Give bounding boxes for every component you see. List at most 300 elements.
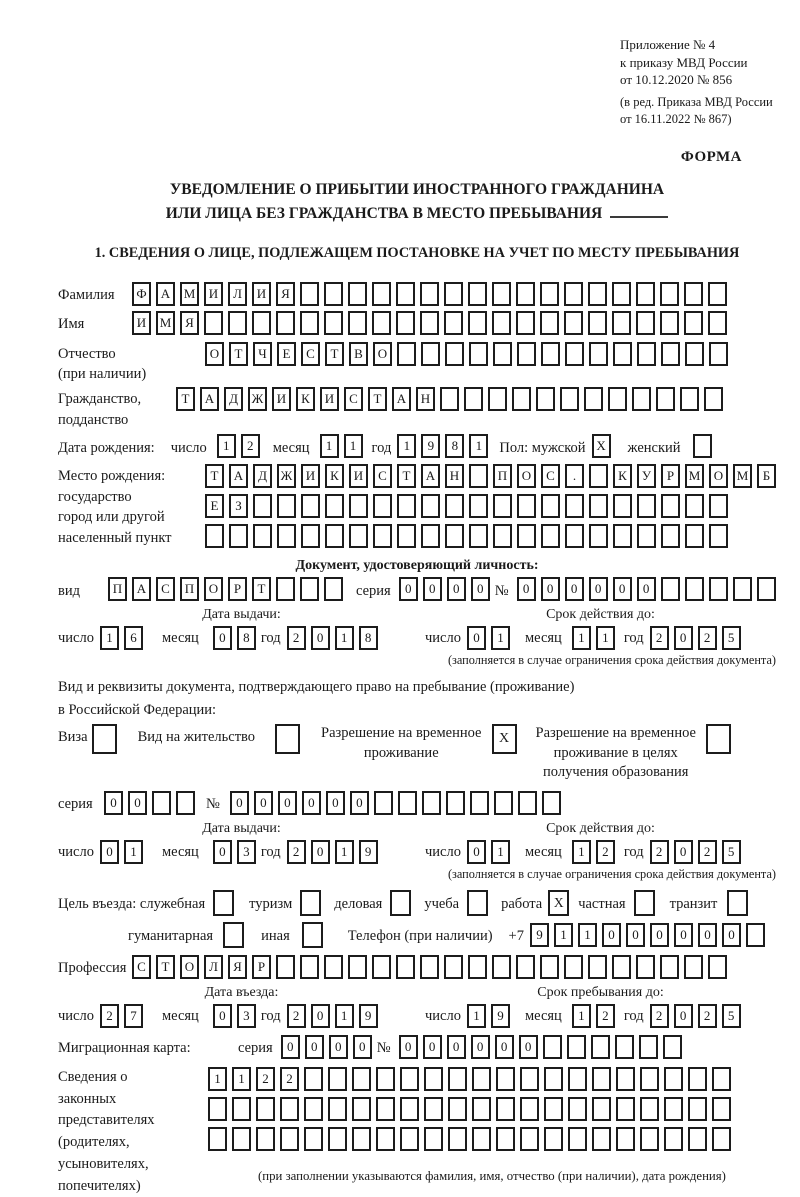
name-cell: Я [180, 311, 199, 335]
reps-cell: 1 [232, 1067, 251, 1091]
surname-cell [492, 282, 511, 306]
birth-place-cell [709, 524, 728, 548]
reference-line: (в ред. Приказа МВД России [620, 94, 773, 109]
res-valid-month-cell: 2 [596, 840, 615, 864]
mig-series-cell: 0 [305, 1035, 324, 1059]
birth-place-cell [589, 494, 608, 518]
doc-valid-day-cell: 0 [467, 626, 486, 650]
res-series-cell: 0 [128, 791, 147, 815]
doc-kind-cell [300, 577, 319, 601]
patronymic-cell: В [349, 342, 368, 366]
entry-year-cell: 0 [311, 1004, 330, 1028]
birth-place-label: Место рождения: [58, 468, 166, 485]
birth-year-field [397, 434, 493, 458]
patronymic-cell: Ч [253, 342, 272, 366]
reps-cell [376, 1097, 395, 1121]
work-label: работа [501, 896, 543, 913]
doc-kind-cell: Т [252, 577, 271, 601]
profession-cell [588, 955, 607, 979]
reps-cell [256, 1127, 275, 1151]
res-valid-year-cell: 2 [650, 840, 669, 864]
birth-place-cell [493, 524, 512, 548]
reps-cell [280, 1127, 299, 1151]
reps-cell [400, 1127, 419, 1151]
birth-place-cell [541, 494, 560, 518]
citizenship-cell: И [272, 387, 291, 411]
birth-place-cell: Т [205, 464, 224, 488]
patronymic-cell [661, 342, 680, 366]
sex-female-cell [693, 434, 712, 458]
name-cell [372, 311, 391, 335]
doc-issue-day-cell: 1 [100, 626, 119, 650]
phone-cell: 0 [650, 923, 669, 947]
doc-kind-cell: П [180, 577, 199, 601]
entry-year-field [287, 1004, 383, 1028]
name-cell [300, 311, 319, 335]
profession-cell: Я [228, 955, 247, 979]
number-label: № [376, 1040, 391, 1057]
purpose-transit-checkbox [727, 890, 753, 916]
reps-label-5: усыновителях, [58, 1155, 149, 1172]
reps-cell [568, 1097, 587, 1121]
month-label: месяц [161, 630, 199, 647]
birth-place-cell: С [373, 464, 392, 488]
citizenship-cell: С [344, 387, 363, 411]
reps-cell [544, 1067, 563, 1091]
patronymic-cell [637, 342, 656, 366]
res-valid-year-cell: 5 [722, 840, 741, 864]
birth-place-city-label-1: город или другой [58, 509, 165, 526]
profession-cell [420, 955, 439, 979]
reps-cell [664, 1097, 683, 1121]
res-issue-day-field [100, 840, 148, 864]
surname-cell: М [180, 282, 199, 306]
purpose-private-checkbox [634, 890, 660, 916]
birth-year-cell: 9 [421, 434, 440, 458]
res-series-cell: 0 [104, 791, 123, 815]
phone-field [530, 923, 770, 947]
citizenship-cell [656, 387, 675, 411]
citizenship-cell: Т [368, 387, 387, 411]
doc-series-cell: 0 [471, 577, 490, 601]
patronymic-cell [517, 342, 536, 366]
doc-valid-month-field [572, 626, 620, 650]
res-issue-year-cell: 1 [335, 840, 354, 864]
birth-place-cell [397, 494, 416, 518]
residence-doc-text [58, 676, 776, 721]
profession-cell [612, 955, 631, 979]
private-label: частная [578, 896, 626, 913]
doc-issue-month-cell: 8 [237, 626, 256, 650]
phone-cell: 0 [602, 923, 621, 947]
reps-cell: 2 [280, 1067, 299, 1091]
birth-place-cell [661, 524, 680, 548]
temp-residence-cell: X [492, 724, 517, 754]
res-number-cell: 0 [350, 791, 369, 815]
citizenship-cell: А [392, 387, 411, 411]
name-cell [516, 311, 535, 335]
res-number-cell: 0 [254, 791, 273, 815]
doc-issue-year-cell: 1 [335, 626, 354, 650]
profession-cell: Т [156, 955, 175, 979]
reps-cell [712, 1097, 731, 1121]
surname-cell: Я [276, 282, 295, 306]
reps-cell [448, 1127, 467, 1151]
name-cell [420, 311, 439, 335]
month-label: месяц [524, 1007, 562, 1024]
purpose-label: Цель въезда: служебная [58, 896, 206, 913]
birth-place-cell [637, 524, 656, 548]
reps-cell [328, 1127, 347, 1151]
res-issue-day-cell: 1 [124, 840, 143, 864]
doc-issue-month-field [213, 626, 261, 650]
day-label: число [425, 630, 461, 647]
profession-cell [708, 955, 727, 979]
birth-place-cell [469, 524, 488, 548]
res-number-cell [470, 791, 489, 815]
series-label: серия [238, 1040, 273, 1057]
reference-line: от 10.12.2020 № 856 [620, 72, 733, 88]
doc-issue-year-cell: 8 [359, 626, 378, 650]
reps-cell [424, 1127, 443, 1151]
year-label: год [260, 843, 281, 860]
name-cell [468, 311, 487, 335]
sex-female-label: женский [627, 439, 681, 456]
reps-cell [616, 1097, 635, 1121]
phone-cell: 0 [626, 923, 645, 947]
mig-number-cell [543, 1035, 562, 1059]
stay-year-field [650, 1004, 746, 1028]
visa-label: Виза [58, 729, 88, 746]
birth-place-cell [253, 494, 272, 518]
profession-cell: С [132, 955, 151, 979]
reps-cell [592, 1067, 611, 1091]
name-cell [492, 311, 511, 335]
birth-month-field [320, 434, 368, 458]
stay-year-cell: 5 [722, 1004, 741, 1028]
profession-cell [564, 955, 583, 979]
doc-kind-cell: А [132, 577, 151, 601]
birth-place-cell [205, 524, 224, 548]
mig-series-field [281, 1035, 377, 1059]
reps-label-4: (родителях, [58, 1134, 130, 1151]
doc-valid-month-cell: 1 [596, 626, 615, 650]
reps-cell [280, 1097, 299, 1121]
citizenship-label-2: подданство [58, 411, 129, 428]
mig-number-cell [567, 1035, 586, 1059]
birth-date-label: Дата рождения: [58, 439, 155, 456]
citizenship-cell: Д [224, 387, 243, 411]
patronymic-note: (при наличии) [58, 366, 147, 383]
patronymic-cell [685, 342, 704, 366]
reps-cell [616, 1127, 635, 1151]
doc-valid-day-cell: 1 [491, 626, 510, 650]
stay-month-field [572, 1004, 620, 1028]
residence-doc-dates [58, 821, 776, 882]
doc-issue-year-cell: 0 [311, 626, 330, 650]
purpose-private-cell [634, 890, 655, 916]
doc-kind-cell: О [204, 577, 223, 601]
mig-number-cell: 0 [447, 1035, 466, 1059]
doc-issue-day-cell: 6 [124, 626, 143, 650]
mig-number-cell: 0 [423, 1035, 442, 1059]
reps-cell [496, 1067, 515, 1091]
profession-cell [636, 955, 655, 979]
mig-number-cell [663, 1035, 682, 1059]
reps-cell [304, 1127, 323, 1151]
patronymic-cell [421, 342, 440, 366]
visa-cell [92, 724, 117, 754]
profession-cell [516, 955, 535, 979]
reps-cell [208, 1127, 227, 1151]
birth-year-cell: 1 [397, 434, 416, 458]
reps-cell [664, 1067, 683, 1091]
birth-place-cell [517, 494, 536, 518]
res-number-field [230, 791, 566, 815]
reps-cell: 2 [256, 1067, 275, 1091]
reps-cell [472, 1127, 491, 1151]
phone-cell: 0 [722, 923, 741, 947]
profession-cell: Л [204, 955, 223, 979]
residence-doc-line-2: в Российской Федерации: [58, 701, 217, 718]
reps-cell [712, 1067, 731, 1091]
profession-cell [300, 955, 319, 979]
stay-month-cell: 1 [572, 1004, 591, 1028]
profession-cell [372, 955, 391, 979]
birth-place-cell [421, 524, 440, 548]
birth-place-row3-field [205, 524, 781, 548]
stay-year-cell: 2 [650, 1004, 669, 1028]
other-label: иная [261, 928, 290, 945]
temp-residence-edu-checkbox [706, 724, 736, 754]
res-number-cell [494, 791, 513, 815]
reps-cell [688, 1127, 707, 1151]
issue-date-heading: Дата выдачи: [202, 820, 281, 836]
reps-cell [520, 1067, 539, 1091]
doc-number-cell: 0 [541, 577, 560, 601]
year-label: год [623, 630, 644, 647]
purpose-tourism-checkbox [300, 890, 326, 916]
birth-place-cell: Р [661, 464, 680, 488]
res-number-cell [542, 791, 561, 815]
profession-cell [660, 955, 679, 979]
doc-number-cell: 0 [613, 577, 632, 601]
surname-cell [540, 282, 559, 306]
purpose-business-checkbox [390, 890, 416, 916]
birth-day-cell: 1 [217, 434, 236, 458]
reps-cell: 1 [208, 1067, 227, 1091]
patronymic-cell [397, 342, 416, 366]
patronymic-cell: О [373, 342, 392, 366]
entry-month-field [213, 1004, 261, 1028]
name-cell [636, 311, 655, 335]
patronymic-cell [613, 342, 632, 366]
birth-place-cell: О [517, 464, 536, 488]
doc-series-field [399, 577, 495, 601]
surname-cell [420, 282, 439, 306]
surname-cell: Ф [132, 282, 151, 306]
phone-cell: 9 [530, 923, 549, 947]
citizenship-cell [440, 387, 459, 411]
reference-header [620, 36, 776, 127]
doc-number-cell [733, 577, 752, 601]
birth-place-cell: О [709, 464, 728, 488]
business-label: деловая [334, 896, 383, 913]
birth-place-cell [421, 494, 440, 518]
mig-number-cell: 0 [471, 1035, 490, 1059]
reps-row2-field [208, 1097, 776, 1121]
birth-place-cell: П [493, 464, 512, 488]
birth-place-row1-field [205, 464, 781, 488]
mig-number-cell: 0 [495, 1035, 514, 1059]
birth-place-cell [493, 494, 512, 518]
birth-place-cell [709, 494, 728, 518]
document-title [58, 178, 776, 225]
phone-cell: 1 [554, 923, 573, 947]
patronymic-cell: Е [277, 342, 296, 366]
birth-place-cell [589, 464, 608, 488]
res-number-cell: 0 [278, 791, 297, 815]
name-cell [324, 311, 343, 335]
birth-place-cell: И [349, 464, 368, 488]
birth-place-cell [301, 524, 320, 548]
name-cell [612, 311, 631, 335]
surname-label: Фамилия [58, 286, 115, 303]
surname-cell [444, 282, 463, 306]
doc-kind-field [108, 577, 348, 601]
birth-year-cell: 1 [469, 434, 488, 458]
birth-month-cell: 1 [320, 434, 339, 458]
res-valid-year-cell: 2 [698, 840, 717, 864]
citizenship-cell [704, 387, 723, 411]
title-blank-line [610, 203, 668, 218]
res-valid-day-cell: 1 [491, 840, 510, 864]
birth-place-cell: Н [445, 464, 464, 488]
residence-permit-cell [275, 724, 300, 754]
reps-label-3: представителях [58, 1112, 155, 1129]
res-series-cell [176, 791, 195, 815]
doc-issue-month-cell: 0 [213, 626, 232, 650]
birth-place-cell [229, 524, 248, 548]
doc-valid-year-cell: 5 [722, 626, 741, 650]
doc-kind-cell [276, 577, 295, 601]
surname-cell [516, 282, 535, 306]
surname-cell [372, 282, 391, 306]
entry-year-cell: 2 [287, 1004, 306, 1028]
reps-cell [328, 1067, 347, 1091]
citizenship-cell [632, 387, 651, 411]
doc-number-cell: 0 [517, 577, 536, 601]
reps-cell [448, 1097, 467, 1121]
reps-cell [544, 1097, 563, 1121]
surname-cell: И [204, 282, 223, 306]
temp-residence-checkbox [492, 724, 522, 754]
purpose-official-checkbox [213, 890, 239, 916]
citizenship-cell [512, 387, 531, 411]
doc-kind-cell: П [108, 577, 127, 601]
citizenship-cell: К [296, 387, 315, 411]
profession-cell [540, 955, 559, 979]
phone-cell: 1 [578, 923, 597, 947]
res-number-cell [374, 791, 393, 815]
valid-until-heading: Срок действия до: [546, 820, 655, 836]
section1-heading: 1. СВЕДЕНИЯ О ЛИЦЕ, ПОДЛЕЖАЩЕМ ПОСТАНОВКЕ НА УЧЕТ ПО МЕСТУ ПРЕБЫВАНИЯ [94, 244, 740, 261]
citizenship-cell: Т [176, 387, 195, 411]
purpose-humanitarian-cell [223, 922, 244, 948]
purpose-transit-cell [727, 890, 748, 916]
reps-label-6: попечителях) [58, 1177, 141, 1194]
day-label: число [425, 843, 461, 860]
birth-day-field [217, 434, 265, 458]
birth-place-cell: К [325, 464, 344, 488]
doc-number-cell: 0 [565, 577, 584, 601]
patronymic-cell [469, 342, 488, 366]
doc-valid-month-cell: 1 [572, 626, 591, 650]
doc-kind-cell: С [156, 577, 175, 601]
temp-residence-label: Разрешение на временное проживание [321, 725, 482, 761]
valid-until-note: (заполняется в случае ограничения срока действия документа) [447, 866, 776, 881]
birth-place-cell [661, 494, 680, 518]
residence-permit-label: Вид на жительство [137, 729, 256, 746]
doc-series-cell: 0 [447, 577, 466, 601]
patronymic-cell [565, 342, 584, 366]
birth-day-cell: 2 [241, 434, 260, 458]
res-issue-day-cell: 0 [100, 840, 119, 864]
name-cell: И [132, 311, 151, 335]
birth-place-cell [565, 494, 584, 518]
reps-cell [304, 1097, 323, 1121]
mig-number-cell: 0 [399, 1035, 418, 1059]
patronymic-field [205, 342, 733, 366]
purpose-business-cell [390, 890, 411, 916]
doc-number-cell: 0 [589, 577, 608, 601]
mig-number-cell [639, 1035, 658, 1059]
surname-cell [564, 282, 583, 306]
name-cell [708, 311, 727, 335]
year-label: год [623, 1007, 644, 1024]
reps-cell [544, 1127, 563, 1151]
res-issue-year-cell: 9 [359, 840, 378, 864]
birth-place-cell: . [565, 464, 584, 488]
reference-line: от 16.11.2022 № 867) [620, 111, 732, 126]
sex-male-label: Пол: мужской [499, 439, 586, 456]
reps-cell [376, 1127, 395, 1151]
month-label: месяц [272, 439, 310, 456]
phone-label: Телефон (при наличии) [347, 928, 493, 945]
title-line-1: УВЕДОМЛЕНИЕ О ПРИБЫТИИ ИНОСТРАННОГО ГРАЖДАНИНА [169, 181, 665, 199]
birth-place-cell [277, 524, 296, 548]
res-valid-month-field [572, 840, 620, 864]
residence-doc-line-1: Вид и реквизиты документа, подтверждающего право на пребывание (проживание) [58, 679, 575, 696]
doc-valid-year-cell: 2 [698, 626, 717, 650]
series-label: серия [58, 796, 93, 813]
sex-male-cell: X [592, 434, 611, 458]
profession-cell [396, 955, 415, 979]
birth-place-cell [325, 494, 344, 518]
purpose-official-cell [213, 890, 234, 916]
birth-place-cell [469, 494, 488, 518]
res-valid-month-cell: 1 [572, 840, 591, 864]
surname-cell [660, 282, 679, 306]
title-line-2: ИЛИ ЛИЦА БЕЗ ГРАЖДАНСТВА В МЕСТО ПРЕБЫВАНИЯ [165, 204, 603, 222]
day-label: число [58, 630, 94, 647]
mig-series-cell: 0 [353, 1035, 372, 1059]
surname-cell [348, 282, 367, 306]
stay-day-cell: 9 [491, 1004, 510, 1028]
doc-valid-day-field [467, 626, 515, 650]
birth-place-cell: Е [205, 494, 224, 518]
day-label: число [58, 843, 94, 860]
